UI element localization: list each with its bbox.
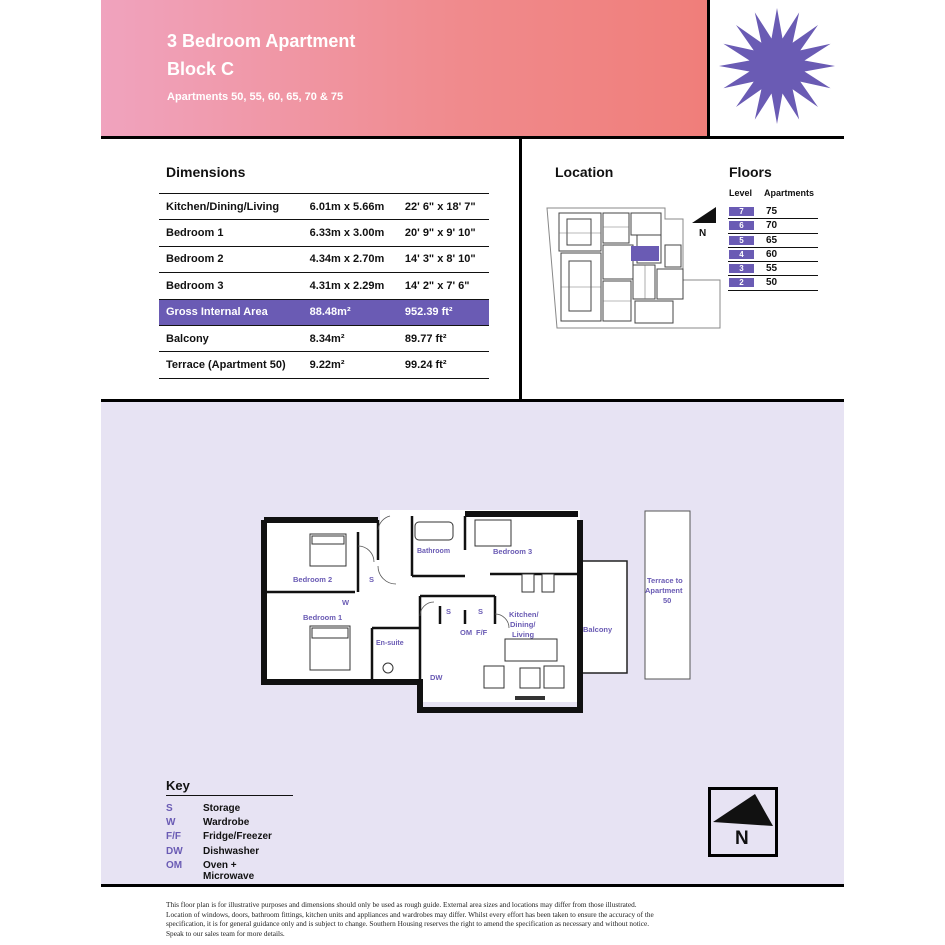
label-terrace-1: Terrace to — [647, 576, 683, 585]
label-bedroom2: Bedroom 2 — [293, 575, 333, 584]
list-item: 4 60 — [728, 248, 818, 262]
list-item: 2 50 — [728, 276, 818, 290]
label-bedroom1: Bedroom 1 — [303, 613, 343, 622]
north-arrow-icon — [711, 792, 775, 832]
dimensions-table — [159, 193, 489, 379]
block-name: Block C — [167, 59, 235, 79]
label-wardrobe: W — [342, 598, 350, 607]
table-row: Bedroom 2 4.34m x 2.70m 14' 3" x 8' 10" — [159, 246, 489, 272]
disclaimer: This floor plan is for illustrative purposes and dimensions should only be used as rough guide. External area sizes and locations may differ from those illustrated. Location of windows, doors, bathroom fittings, kitchen units and appliances and wardrobes may differ. Whilst every effort has been taken to ensure the accuracy of the specification, it is for general guidance only and is subject to change. Southern Housing reserves the right to amend the specification as necessary and without notice. Speak to our sales team for more details. — [166, 900, 654, 938]
logo-star — [707, 0, 844, 137]
table-row: Bedroom 1 6.33m x 3.00m 20' 9" x 9' 10" — [159, 220, 489, 246]
divider — [101, 136, 844, 139]
label-terrace-2: Apartment — [645, 586, 683, 595]
gross-area-row: Gross Internal Area 88.48m² 952.39 ft² — [159, 299, 489, 325]
north-label: N — [699, 228, 707, 239]
table-row: Bedroom 3 4.31m x 2.29m 14' 2" x 7' 6" — [159, 273, 489, 299]
label-terrace-3: 50 — [663, 596, 672, 605]
label-fridge: F/F — [476, 628, 488, 637]
label-bedroom3: Bedroom 3 — [493, 547, 533, 556]
label-storage: S — [446, 607, 452, 616]
label-oven: OM — [460, 628, 473, 637]
divider — [519, 137, 522, 402]
label-kitchen-2: Dining/ — [510, 620, 536, 629]
dimensions-title: Dimensions — [166, 164, 246, 180]
starburst-icon — [710, 0, 844, 137]
label-bathroom: Bathroom — [417, 548, 451, 555]
list-item: 5 65 — [728, 234, 818, 248]
label-kitchen-3: Living — [512, 630, 535, 639]
floors-title: Floors — [729, 164, 772, 180]
north-compass — [708, 787, 778, 857]
divider — [166, 795, 293, 796]
floors-list — [728, 205, 818, 291]
key-title: Key — [166, 778, 190, 793]
header-banner — [101, 0, 707, 137]
north-label: N — [735, 828, 749, 849]
list-item: 6 70 — [728, 219, 818, 233]
apartments-header: Apartments — [764, 188, 815, 198]
label-storage: S — [478, 607, 484, 616]
table-row: Balcony 8.34m² 89.77 ft² — [159, 325, 489, 351]
north-arrow-icon — [692, 207, 722, 228]
label-storage: S — [369, 575, 375, 584]
label-ensuite: En-suite — [376, 640, 404, 647]
table-row: Terrace (Apartment 50) 9.22m² 99.24 ft² — [159, 352, 489, 378]
apartment-numbers: Apartments 50, 55, 60, 65, 70 & 75 — [167, 91, 344, 103]
list-item: 3 55 — [728, 262, 818, 276]
label-dishwasher: DW — [430, 673, 443, 682]
divider — [101, 884, 844, 887]
level-header: Level — [729, 188, 753, 198]
table-row: Kitchen/Dining/Living 6.01m x 5.66m 22' 6" x 18' 7" — [159, 194, 489, 220]
location-title: Location — [555, 164, 614, 180]
page-title: 3 Bedroom Apartment — [167, 31, 356, 51]
list-item: 7 75 — [728, 205, 818, 219]
label-balcony: Balcony — [583, 625, 613, 634]
label-kitchen-1: Kitchen/ — [509, 610, 539, 619]
